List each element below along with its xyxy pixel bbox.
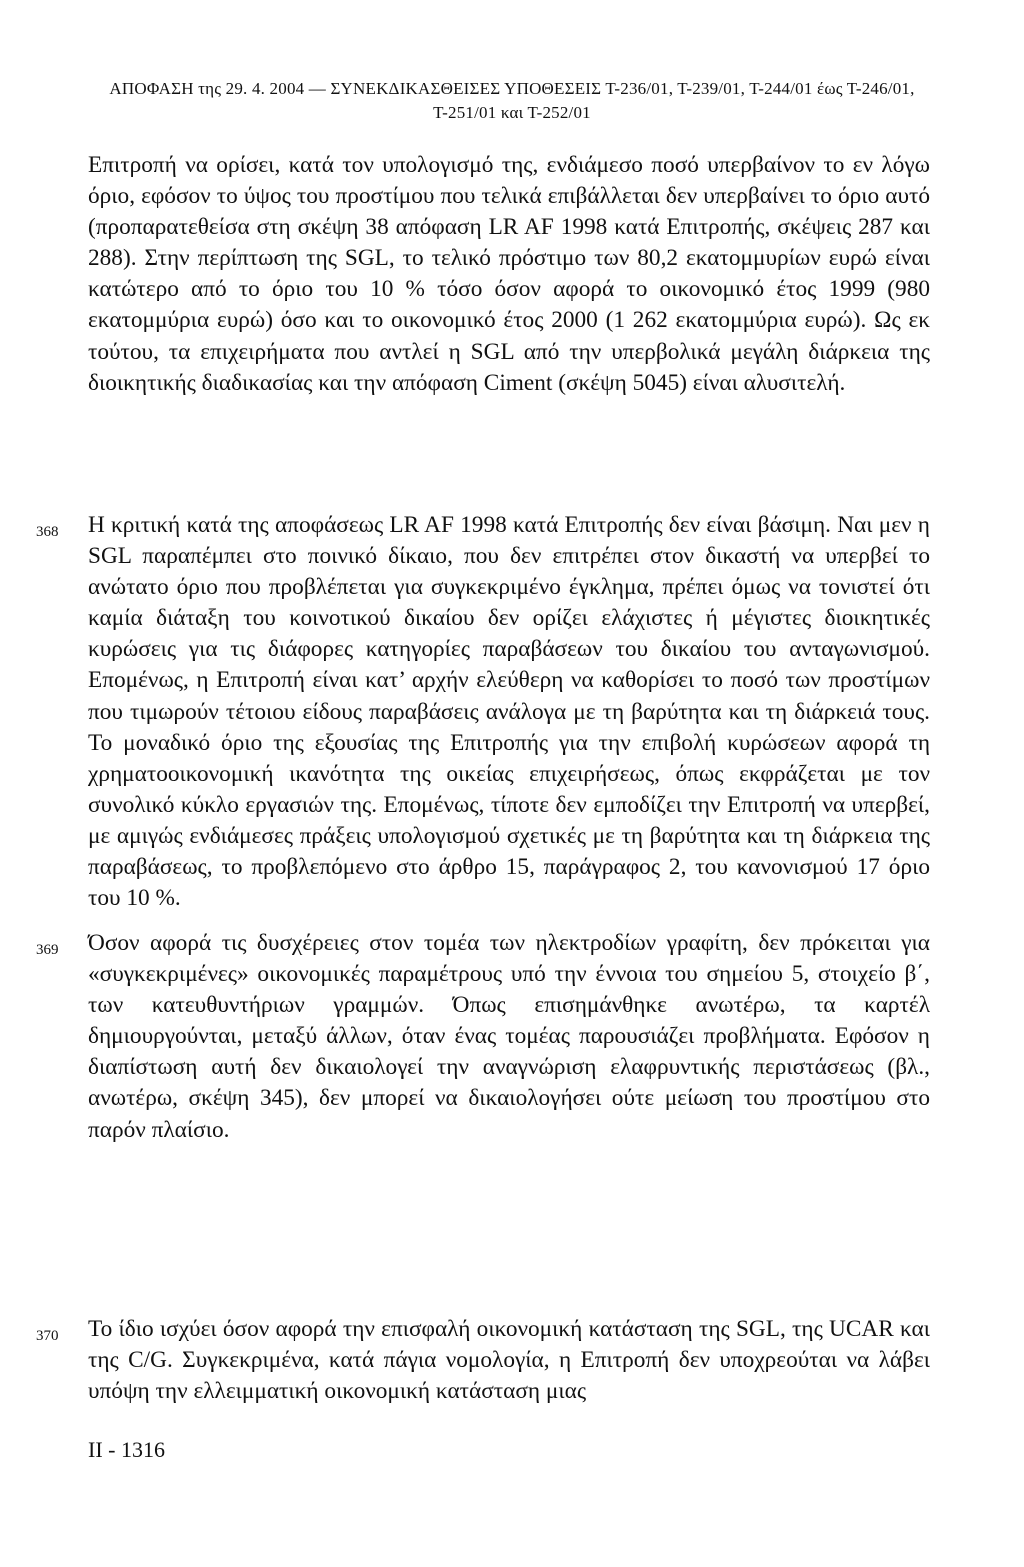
running-header	[0, 77, 1024, 125]
paragraph-369: Όσον αφορά τις δυσχέρειες στον τομέα των ηλεκτροδίων γραφίτη, δεν πρόκειται για «συγκεκριμένες» οικονομικές παραμέτρους υπό την έννοια του σημείου 5, στοιχείο β΄, των κατευθυντήριων γραμμών. Όπως επισημάνθηκε ανωτέρω, τα καρτέλ δημιουργούνται, μεταξύ άλλων, όταν ένας τομέας παρουσιάζει προβλήματα. Εφόσον η διαπίστωση αυτή δεν δικαιολογεί την αναγνώριση ελαφρυντικής περιστάσεως (βλ., ανωτέρω, σκέψη 345), δεν μπορεί να δικαιολογήσει ούτε μείωση του προστίμου στο παρόν πλαίσιο.	[88, 930, 930, 1143]
paragraph-number-369: 369	[36, 942, 59, 958]
paragraph-number-370: 370	[36, 1328, 59, 1344]
paragraph-370: Το ίδιο ισχύει όσον αφορά την επισφαλή οικονομική κατάσταση της SGL, της UCAR και της C/G. Συγκεκριμένα, κατά πάγια νομολογία, η Επιτροπή δεν υποχρεούται να λάβει υπόψη την ελλειμματική οικονομική κατάσταση μιας	[88, 1316, 930, 1405]
paragraph-number-368: 368	[36, 524, 59, 540]
header-line-1: ΑΠΟΦΑΣΗ της 29. 4. 2004 — ΣΥΝΕΚΔΙΚΑΣΘΕΙΣΕΣ ΥΠΟΘΕΣΕΙΣ Τ-236/01, Τ-239/01, Τ-244/01 έως Τ-246/01,	[109, 79, 915, 98]
paragraph-368: Η κριτική κατά της αποφάσεως LR AF 1998 κατά Επιτροπής δεν είναι βάσιμη. Ναι μεν η SGL παραπέμπει στο ποινικό δίκαιο, που δεν επιτρέπει στον δικαστή να υπερβεί το ανώτατο όριο που προβλέπεται για συγκεκριμένο έγκλημα, πρέπει όμως να τονιστεί ότι καμία διάταξη του κοινοτικού δικαίου δεν ορίζει ελάχιστες ή μέγιστες διοικητικές κυρώσεις για τις διάφορες κατηγορίες παραβάσεων του δικαίου του ανταγωνισμού. Επομένως, η Επιτροπή είναι κατ’ αρχήν ελεύθερη να καθορίσει το ποσό των προστίμων που τιμωρούν τέτοιου είδους παραβάσεις ανάλογα με τη βαρύτητα και τη διάρκειά τους. Το μοναδικό όριο της εξουσίας της Επιτροπής για την επιβολή κυρώσεων αφορά τη χρηματοοικονομική ικανότητα της οικείας επιχειρήσεως, όπως εκφράζεται με τον συνολικό κύκλο εργασιών της. Επομένως, τίποτε δεν εμποδίζει την Επιτροπή να υπερβεί, με αμιγώς ενδιάμεσες πράξεις υπολογισμού σχετικές με τη βαρύτητα και τη διάρκεια της παραβάσεως, το προβλεπόμενο στο άρθρο 15, παράγραφος 2, του κανονισμού 17 όριο του 10 %.	[88, 512, 930, 912]
paragraph-continuation: Επιτροπή να ορίσει, κατά τον υπολογισμό της, ενδιάμεσο ποσό υπερβαίνον το εν λόγω όριο, εφόσον το ύψος του προστίμου που τελικά επιβάλλεται δεν υπερβαίνει το όριο αυτό (προπαρατεθείσα στη σκέψη 38 απόφαση LR AF 1998 κατά Επιτροπής, σκέψεις 287 και 288). Στην περίπτωση της SGL, το τελικό πρόστιμο των 80,2 εκατομμυρίων ευρώ είναι κατώτερο από το όριο του 10 % τόσο όσον αφορά το οικονομικό έτος 1999 (980 εκατομμύρια ευρώ) όσο και το οικονομικό έτος 2000 (1 262 εκατομμύρια ευρώ). Ως εκ τούτου, τα επιχειρήματα που αντλεί η SGL από την υπερβολικά μεγάλη διάρκεια της διοικητικής διαδικασίας και την απόφαση Ciment (σκέψη 5045) είναι αλυσιτελή.	[88, 152, 930, 396]
header-line-2: Τ-251/01 και Τ-252/01	[433, 103, 591, 122]
page-number: II - 1316	[88, 1437, 165, 1462]
